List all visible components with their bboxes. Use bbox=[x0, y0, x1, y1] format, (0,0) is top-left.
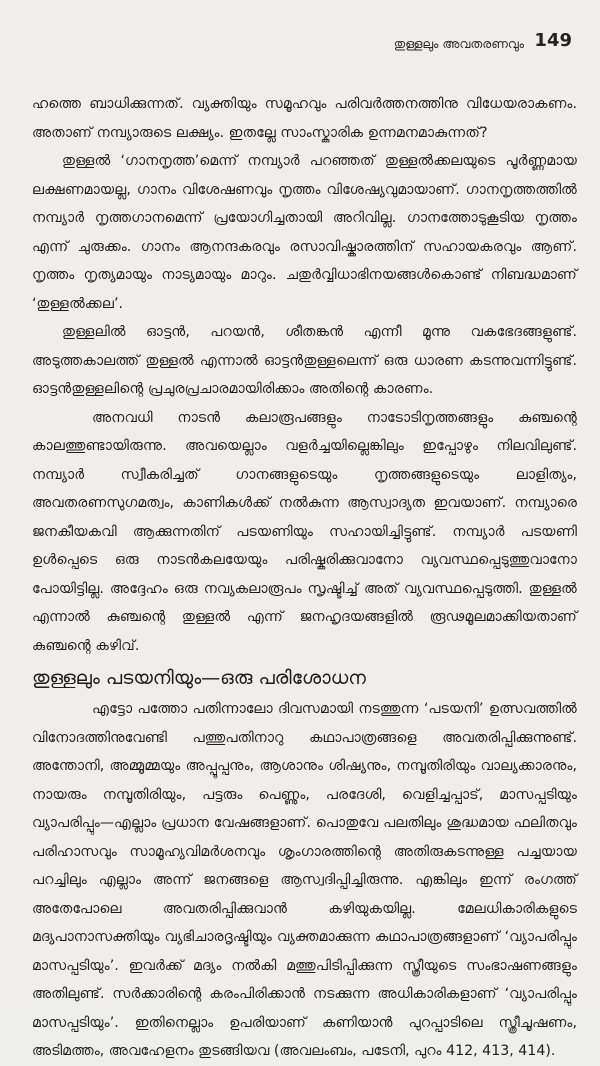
running-title: തുള്ളലും അവതരണവും bbox=[393, 36, 524, 51]
body-text bbox=[32, 90, 577, 1066]
paragraph: തുള്ളലിൽ ഓട്ടൻ, പറയൻ, ശീതങ്കൻ എന്നീ മൂന്നു വകഭേദങ്ങളുണ്ട്. അടുത്തകാലത്ത് തുള്ളൽ എന്നാൽ ഓട്ടൻതുള്ളലെന്ന് ഒരു ധാരണ കടന്നുവന്നിട്ടുണ്ട്. ഓട്ടൻതുള്ളലിന്റെ പ്രചുരപ്രചാരമായിരിക്കാം അതിന്റെ കാരണം. bbox=[32, 324, 577, 397]
paragraph: എട്ടോ പത്തോ പതിന്നാലോ ദിവസമായി നടത്തുന്ന ‘പടയനി’ ഉത്സവത്തിൽ വിനോദത്തിനുവേണ്ടി പത്തുപതിനാറു കഥാപാത്രങ്ങളെ അവതരിപ്പിക്കുന്നുണ്ട്. അന്തോനി, അമ്മൂമ്മയും അപ്പൂപ്പനും, ആശാനും ശിഷ്യനും, നമ്പൂതിരിയും വാല്യക്കാരനും, നായരും നമ്പൂതിരിയും, പട്ടരും പെണ്ണും, പരദേശി, വെളിച്ചപ്പാട്, മാസപ്പടിയും വ്യാപരിപ്പും—എല്ലാം പ്രധാന വേഷങ്ങളാണ്. പൊതുവേ പലതിലും ശുദ്ധമായ ഫലിതവും പരിഹാസവും സാമൂഹ്യവിമർശനവും ശൃംഗാരത്തിന്റെ അതിരുകടന്നുള്ള പച്ചയായ പറച്ചിലും എല്ലാം അന്ന് ജനങ്ങളെ ആസ്വദിപ്പിച്ചിരുന്നു. എങ്കിലും ഇന്ന് രംഗത്ത് അതേപോലെ അവതരിപ്പിക്കുവാൻ കഴിയുകയില്ല. മേലധികാരികളുടെ മദ്യപാനാസക്തിയും വ്യഭിചാരദൃഷ്ടിയും വ്യക്തമാക്കുന്ന കഥാപാത്രങ്ങളാണ് ‘വ്യാപരിപ്പും മാസപ്പടിയും’. ഇവർക്ക് മദ്യം നൽകി മത്തുപിടിപ്പിക്കുന്ന സ്ത്രീയുടെ സംഭാഷണങ്ങളും അതിലുണ്ട്. സർക്കാരിന്റെ കരംപിരിക്കാൻ നടക്കുന്ന അധികാരികളാണ് ‘വ്യാപരിപ്പും മാസപ്പടിയും’. ഇതിനെല്ലാം ഉപരിയാണ് കണിയാൻ പുറപ്പാടിലെ സ്ത്രീചൂഷണം, അടിമത്തം, അവഹേളനം തുടങ്ങിയവ (അവലംബം, പടേനി, പുറം 412, 413, 414). bbox=[32, 701, 577, 1059]
running-header bbox=[0, 30, 600, 54]
paragraph: ഹത്തെ ബാധിക്കുന്നത്. വ്യക്തിയും സമൂഹവും പരിവർത്തനത്തിനു വിധേയരാകണം. അതാണ് നമ്പ്യാരുടെ ലക്ഷ്യം. ഇതല്ലേ സാംസ്കാരിക ഉന്നമനമാകുന്നത്? bbox=[32, 96, 577, 141]
section-heading: തുള്ളലും പടയനിയും—ഒരു പരിശോധന bbox=[32, 667, 366, 689]
paragraph: അനവധി നാടൻ കലാരൂപങ്ങളും നാടോടിനൃത്തങ്ങളും കുഞ്ചന്റെ കാലത്തുണ്ടായിരുന്നു. അവയെല്ലാം വളർച്ചയില്ലെങ്കിലും ഇപ്പോഴും നിലവിലുണ്ട്. നമ്പ്യാർ സ്വീകരിച്ചത് ഗാനങ്ങളുടെയും നൃത്തങ്ങളുടെയും ലാളിത്യം, അവതരണസുഗമത്വം, കാണികൾക്ക് നൽകുന്ന ആസ്വാദ്യത ഇവയാണ്. നമ്പ്യാരെ ജനകീയകവി ആക്കുന്നതിന് പടയണിയും സഹായിച്ചിട്ടുണ്ട്. നമ്പ്യാർ പടയണി ഉൾപ്പെടെ ഒരു നാടൻകലയേയും പരിഷ്കരിക്കുവാനോ വ്യവസ്ഥപ്പെടുത്തുവാനോ പോയിട്ടില്ല. അദ്ദേഹം ഒരു നവ്യകലാരൂപം സൃഷ്ടിച്ച് അത് വ്യവസ്ഥപ്പെടുത്തി. തുള്ളൽ എന്നാൽ കുഞ്ചന്റെ തുള്ളൽ എന്ന് ജനഹൃദയങ്ങളിൽ രൂഢമൂലമാക്കിയതാണ് കുഞ്ചന്റെ കഴിവ്. bbox=[32, 409, 577, 654]
page-number: 149 bbox=[534, 30, 572, 51]
paragraph: തുള്ളൽ ‘ഗാനനൃത്ത’മെന്ന് നമ്പ്യാർ പറഞ്ഞത് തുള്ളൽക്കലയുടെ പൂർണ്ണമായ ലക്ഷണമായല്ല, ഗാനം വിശേഷണവും നൃത്തം വിശേഷ്യവുമായാണ്. ഗാനനൃത്തത്തിൽ നമ്പ്യാർ നൃത്തഗാനമെന്ന് പ്രയോഗിച്ചതായി അറിവില്ല. ഗാനത്തോടുകൂടിയ നൃത്തം എന്ന് ചുരുക്കം. ഗാനം ആനന്ദകരവും രസാവിഷ്കാരത്തിന് സഹായകരവും ആണ്. നൃത്തം നൃത്യമായും നാട്യമായും മാറും. ചതുർവ്വിധാഭിനയങ്ങൾകൊണ്ട് നിബദ്ധമാണ് ‘തുള്ളൽക്കല’. bbox=[32, 153, 577, 312]
